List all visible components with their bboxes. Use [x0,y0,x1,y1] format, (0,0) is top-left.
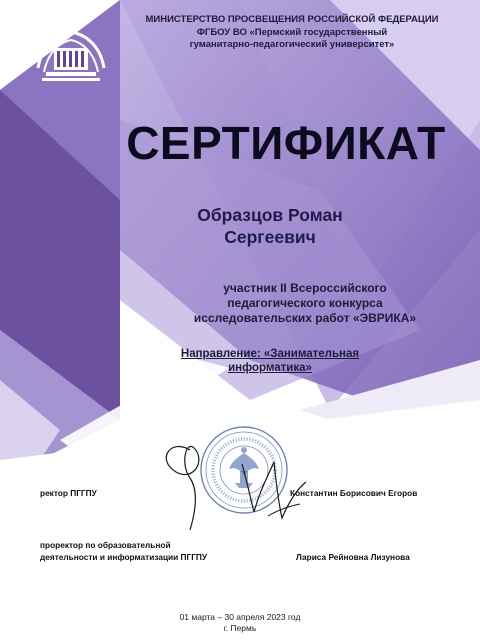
university-name-line2: гуманитарно-педагогический университет» [189,39,395,50]
description-line2: педагогического конкурса [227,296,383,310]
rector-title: ректор ПГГПУ [40,488,97,498]
organization-header [118,14,466,52]
direction-line1: Направление: «Занимательная [180,348,360,360]
description-line3: исследовательских работ «ЭВРИКА» [193,311,417,325]
recipient-name [150,204,390,248]
prorector-name: Лариса Рейновна Лизунова [296,552,410,562]
description-line1: участник II Всероссийского [223,281,387,295]
recipient-name-line2: Сергеевич [224,227,316,247]
ministry-name: МИНИСТЕРСТВО ПРОСВЕЩЕНИЯ РОССИЙСКОЙ ФЕДЕРАЦИИ [145,14,439,25]
rector-name: Константин Борисович Егоров [290,488,418,498]
event-city: г. Пермь [223,623,257,633]
competition-direction [156,347,384,375]
prorector-title-line1: проректор по образовательной [40,540,171,550]
certificate-footer [0,612,480,634]
university-logo-icon [32,18,110,84]
certificate-title: СЕРТИФИКАТ [126,117,446,169]
prorector-title-line2: деятельности и информатизации ПГГПУ [40,552,208,562]
event-dates: 01 марта – 30 апреля 2023 год [179,612,301,622]
handwritten-signatures [150,420,330,550]
university-name-line1: ФГБОУ ВО «Пермский государственный [196,26,388,38]
recipient-name-line1: Образцов Роман [197,205,343,225]
participation-description [140,281,470,326]
direction-line2: информатика» [228,362,312,374]
